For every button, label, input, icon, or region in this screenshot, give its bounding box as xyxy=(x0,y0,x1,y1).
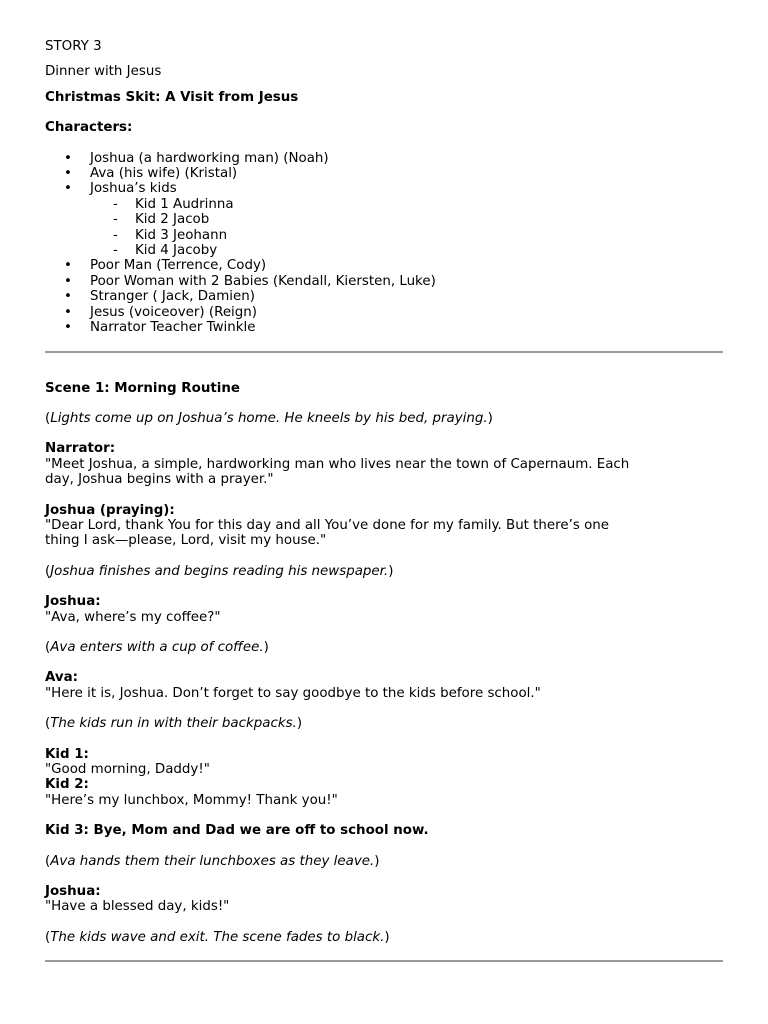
dialogue-line: Kid 3: Bye, Mom and Dad we are off to school now. xyxy=(45,823,429,839)
character-label: Joshua’s kids xyxy=(90,181,177,197)
dialogue-line: "Here it is, Joshua. Don’t forget to say goodbye to the kids before school." xyxy=(45,685,541,701)
bullet-icon: • xyxy=(64,181,72,197)
character-label: Narrator Teacher Twinkle xyxy=(90,320,256,336)
kid-label: Kid 1 Audrinna xyxy=(135,196,234,212)
speaker-label: Joshua: xyxy=(45,884,101,900)
story-subtitle: Dinner with Jesus xyxy=(45,64,162,80)
speaker-label: Joshua: xyxy=(45,594,101,610)
story-label: STORY 3 xyxy=(45,39,102,54)
bullet-icon: • xyxy=(64,258,72,274)
bullet-icon: • xyxy=(64,320,72,336)
character-label: Jesus (voiceover) (Reign) xyxy=(90,304,257,320)
horizontal-divider xyxy=(45,351,723,353)
kid-item xyxy=(90,212,723,227)
characters-heading: Characters: xyxy=(45,120,133,136)
stage-direction: (Ava hands them their lunchboxes as they leave.) xyxy=(45,853,380,869)
kid-label: Kid 4 Jacoby xyxy=(135,243,218,259)
skit-title: Christmas Skit: A Visit from Jesus xyxy=(45,89,299,105)
character-label: Poor Man (Terrence, Cody) xyxy=(90,258,267,274)
speaker-label: Kid 1: xyxy=(45,746,89,762)
stage-direction: (The kids run in with their backpacks.) xyxy=(45,716,303,732)
horizontal-divider xyxy=(45,960,723,962)
kid-item xyxy=(90,243,723,258)
bullet-icon: • xyxy=(64,166,72,182)
character-item xyxy=(45,305,723,320)
dialogue-line: "Here’s my lunchbox, Mommy! Thank you!" xyxy=(45,792,338,808)
character-item xyxy=(45,274,723,289)
character-label: Joshua (a hardworking man) (Noah) xyxy=(90,150,329,166)
stage-direction: (Joshua finishes and begins reading his newspaper.) xyxy=(45,563,394,579)
dash-icon: - xyxy=(113,227,118,243)
kid-item xyxy=(90,197,723,212)
kid-label: Kid 2 Jacob xyxy=(135,212,210,228)
dialogue-line: "Good morning, Daddy!" xyxy=(45,762,210,777)
character-label: Ava (his wife) (Kristal) xyxy=(90,166,238,182)
character-item xyxy=(45,258,723,273)
character-label: Stranger ( Jack, Damien) xyxy=(90,289,255,305)
dialogue-line: thing I ask—please, Lord, visit my house." xyxy=(45,533,327,549)
dash-icon: - xyxy=(113,243,118,259)
kid-item xyxy=(90,228,723,243)
character-item xyxy=(45,320,723,335)
speaker-label: Ava: xyxy=(45,670,79,686)
document-page xyxy=(45,39,723,962)
bullet-icon: • xyxy=(64,289,72,305)
character-item xyxy=(45,289,723,304)
speaker-label: Kid 2: xyxy=(45,777,89,793)
stage-direction: (The kids wave and exit. The scene fades to black.) xyxy=(45,929,390,945)
kid-label: Kid 3 Jeohann xyxy=(135,227,228,243)
character-item xyxy=(45,151,723,166)
characters-list xyxy=(45,151,723,336)
scene-heading: Scene 1: Morning Routine xyxy=(45,380,240,396)
speaker-label: Joshua (praying): xyxy=(45,502,175,518)
stage-direction: (Lights come up on Joshua’s home. He kneels by his bed, praying.) xyxy=(45,410,493,426)
dash-icon: - xyxy=(113,196,118,212)
dialogue-line: day, Joshua begins with a prayer." xyxy=(45,472,274,488)
dialogue-line: "Dear Lord, thank You for this day and all You’ve done for my family. But there’s one xyxy=(45,517,610,533)
dialogue-line: "Have a blessed day, kids!" xyxy=(45,899,230,915)
stage-direction: (Ava enters with a cup of coffee.) xyxy=(45,639,269,655)
dialogue-line: "Meet Joshua, a simple, hardworking man who lives near the town of Capernaum. Each xyxy=(45,456,630,472)
speaker-label: Narrator: xyxy=(45,441,116,457)
character-item xyxy=(45,166,723,181)
character-item xyxy=(45,181,723,258)
bullet-icon: • xyxy=(64,150,72,166)
dialogue-line: "Ava, where’s my coffee?" xyxy=(45,609,221,625)
kids-list xyxy=(90,197,723,259)
character-label: Poor Woman with 2 Babies (Kendall, Kiersten, Luke) xyxy=(90,273,436,289)
bullet-icon: • xyxy=(64,304,72,320)
bullet-icon: • xyxy=(64,273,72,289)
dash-icon: - xyxy=(113,212,118,228)
